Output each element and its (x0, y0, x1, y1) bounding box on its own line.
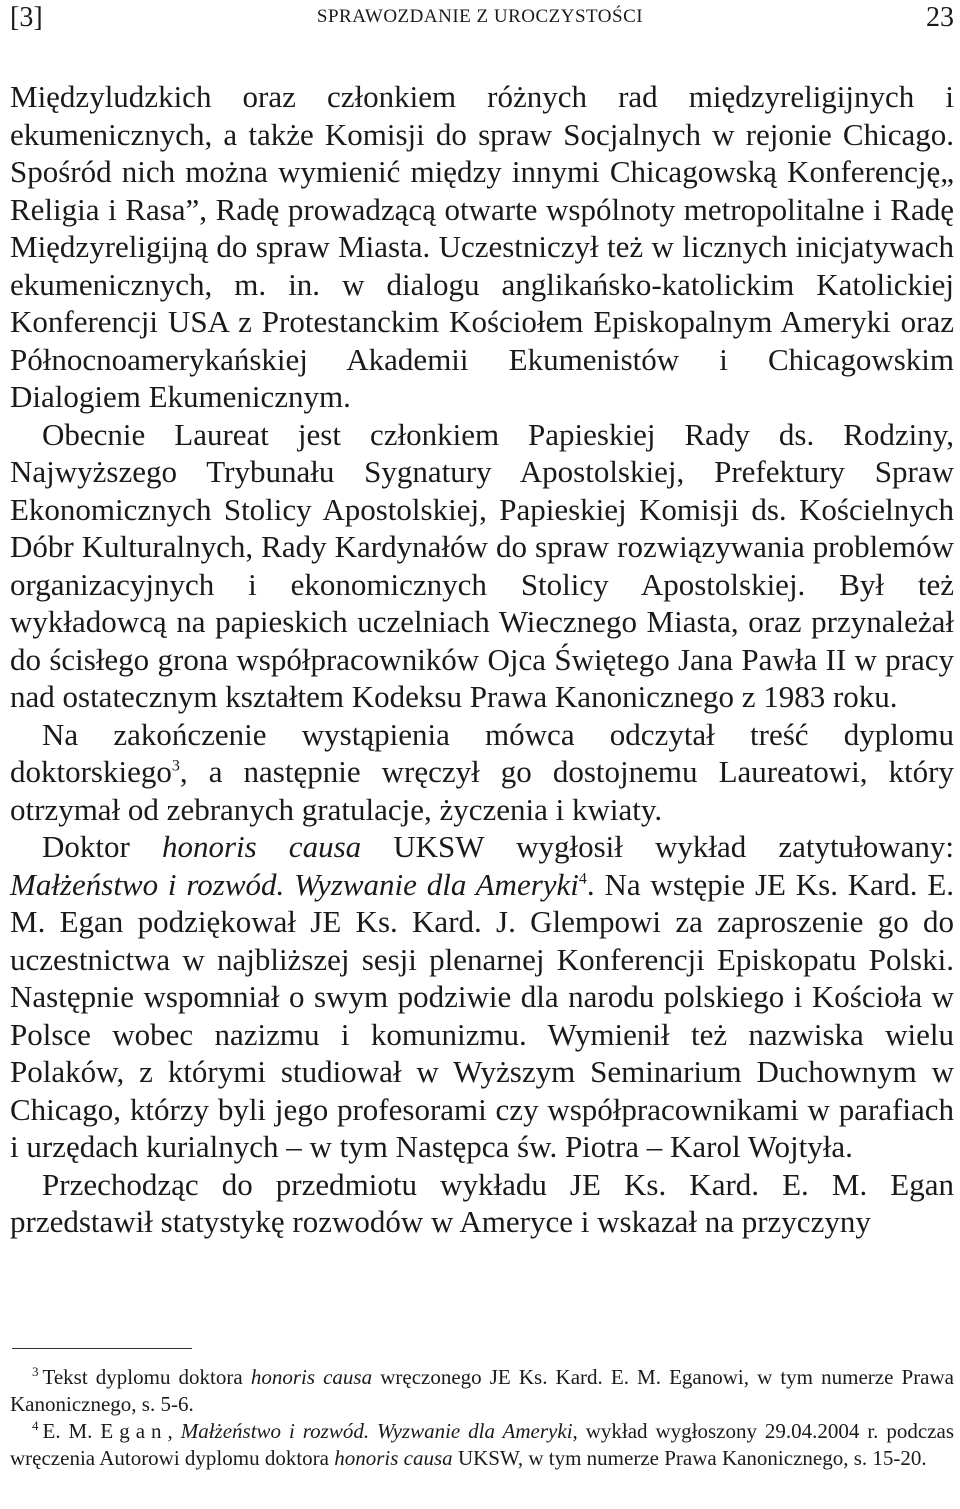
footnote-3 (10, 1364, 954, 1418)
paragraph-4-text-a: Doktor (42, 829, 162, 864)
footnote-4-author: Egan (100, 1419, 168, 1443)
footnote-4-text-b: , (167, 1419, 181, 1443)
section-number: [3] (10, 2, 43, 33)
footnote-4-italic-2: honoris causa (334, 1446, 453, 1470)
paragraph-3-text-b: , a następnie wręczył go dostojnemu Laureatowi, który otrzymał od zebranych gratulacje, życzenia i kwiaty. (10, 754, 954, 827)
paragraph-4-italic-1: honoris causa (161, 829, 362, 864)
paragraph-2: Obecnie Laureat jest członkiem Papieskiej Rady ds. Rodziny, Najwyższego Trybunału Sygnatury Apostolskiej, Prefektury Spraw Ekonomicznych Stolicy Apostolskiej, Papieskiej Komisji ds. Kościelnych Dóbr Kulturalnych, Rady Kardynałów do spraw rozwiązywania problemów organizacyjnych i ekonomicznych Stolicy Apostolskiej. Był też wykładowcą na papieskich uczelniach Wiecznego Miasta, oraz przynależał do ścisłego grona współpracowników Ojca Świętego Jana Pawła II w pracy nad ostatecznym kształtem Kodeksu Prawa Kanonicznego z 1983 roku. (10, 416, 954, 714)
body-text (10, 78, 954, 1241)
lecture-title: Małżeństwo i rozwód. Wyzwanie dla Ameryki (10, 866, 579, 902)
paragraph-4 (10, 828, 954, 1166)
footnote-ref-4[interactable]: 4 (578, 870, 587, 888)
running-title: SPRAWOZDANIE Z UROCZYSTOŚCI (316, 6, 644, 27)
page-number: 23 (926, 2, 954, 33)
footnote-4-number: 4 (32, 1418, 39, 1433)
footnote-3-number: 3 (32, 1364, 39, 1379)
footnote-4-text-d: UKSW, w tym numerze Prawa Kanonicznego, s. 15-20. (452, 1446, 927, 1470)
footnote-4-text-c: , wykład wygłoszony 29.04.2004 r. podczas wręczenia Autorowi dyplomu doktora (10, 1419, 954, 1470)
paragraph-4-text-c: . Na wstępie JE Ks. Kard. E. M. Egan podziękował JE Ks. Kard. J. Glempowi za zaproszenie go do uczestnictwa w najbliższej sesji plenarnej Konferencji Episkopatu Polski. Następnie wspomniał o swym podziwie dla narodu polskiego i Kościoła w Polsce wobec nazizmu i komunizmu. Wymienił też nazwiska wielu Polaków, z którymi studiował w Wyższym Seminarium Duchownym w Chicago, którzy byli jego profesorami czy współpracownikami w parafiach i urzędach kurialnych – w tym Następca św. Piotra – Karol Wojtyła. (10, 866, 955, 1164)
footnote-4-italic: Małżeństwo i rozwód. Wyzwanie dla Ameryki (180, 1419, 573, 1443)
footnote-3-text-b: wręczonego JE Ks. Kard. E. M. Eganowi, w tym numerze Prawa Kanonicznego, s. 5-6. (10, 1365, 954, 1416)
footnote-divider (12, 1348, 192, 1349)
paragraph-3-text-a: Na zakończenie wystąpienia mówca odczytał treść dyplomu doktorskiego (10, 716, 954, 789)
footnotes (10, 1364, 954, 1472)
footnote-ref-3[interactable]: 3 (171, 757, 180, 775)
paragraph-1: Międzyludzkich oraz członkiem różnych rad międzyreligijnych i ekumenicznych, a także Komisji do spraw Socjalnych w rejonie Chicago. Spośród nich można wymienić między innymi Chicagowską Konferencję„ Religia i Rasa”, Radę prowadzącą otwarte wspólnoty metropolitalne i Radę Międzyreligijną do spraw Miasta. Uczestniczył też w licznych inicjatywach ekumenicznych, m. in. w dialogu anglikańsko-katolickim Katolickiej Konferencji USA z Protestanckim Kościołem Episkopalnym Ameryki oraz Północnoamerykańskiej Akademii Ekumenistów i Chicagowskim Dialogiem Ekumenicznym. (10, 79, 954, 414)
paragraph-5: Przechodząc do przedmiotu wykładu JE Ks. Kard. E. M. Egan przedstawił statystykę rozwodów w Ameryce i wskazał na przyczyny (10, 1166, 954, 1239)
footnote-4-text-a: E. M. (42, 1419, 101, 1443)
footnote-3-italic: honoris causa (250, 1365, 373, 1389)
paragraph-3 (10, 716, 954, 829)
footnote-3-text-a: Tekst dyplomu doktora (42, 1365, 251, 1389)
footnote-4 (10, 1418, 954, 1472)
page-header (0, 0, 960, 40)
paragraph-4-text-b: UKSW wygłosił wykład zatytułowany: (361, 829, 954, 864)
